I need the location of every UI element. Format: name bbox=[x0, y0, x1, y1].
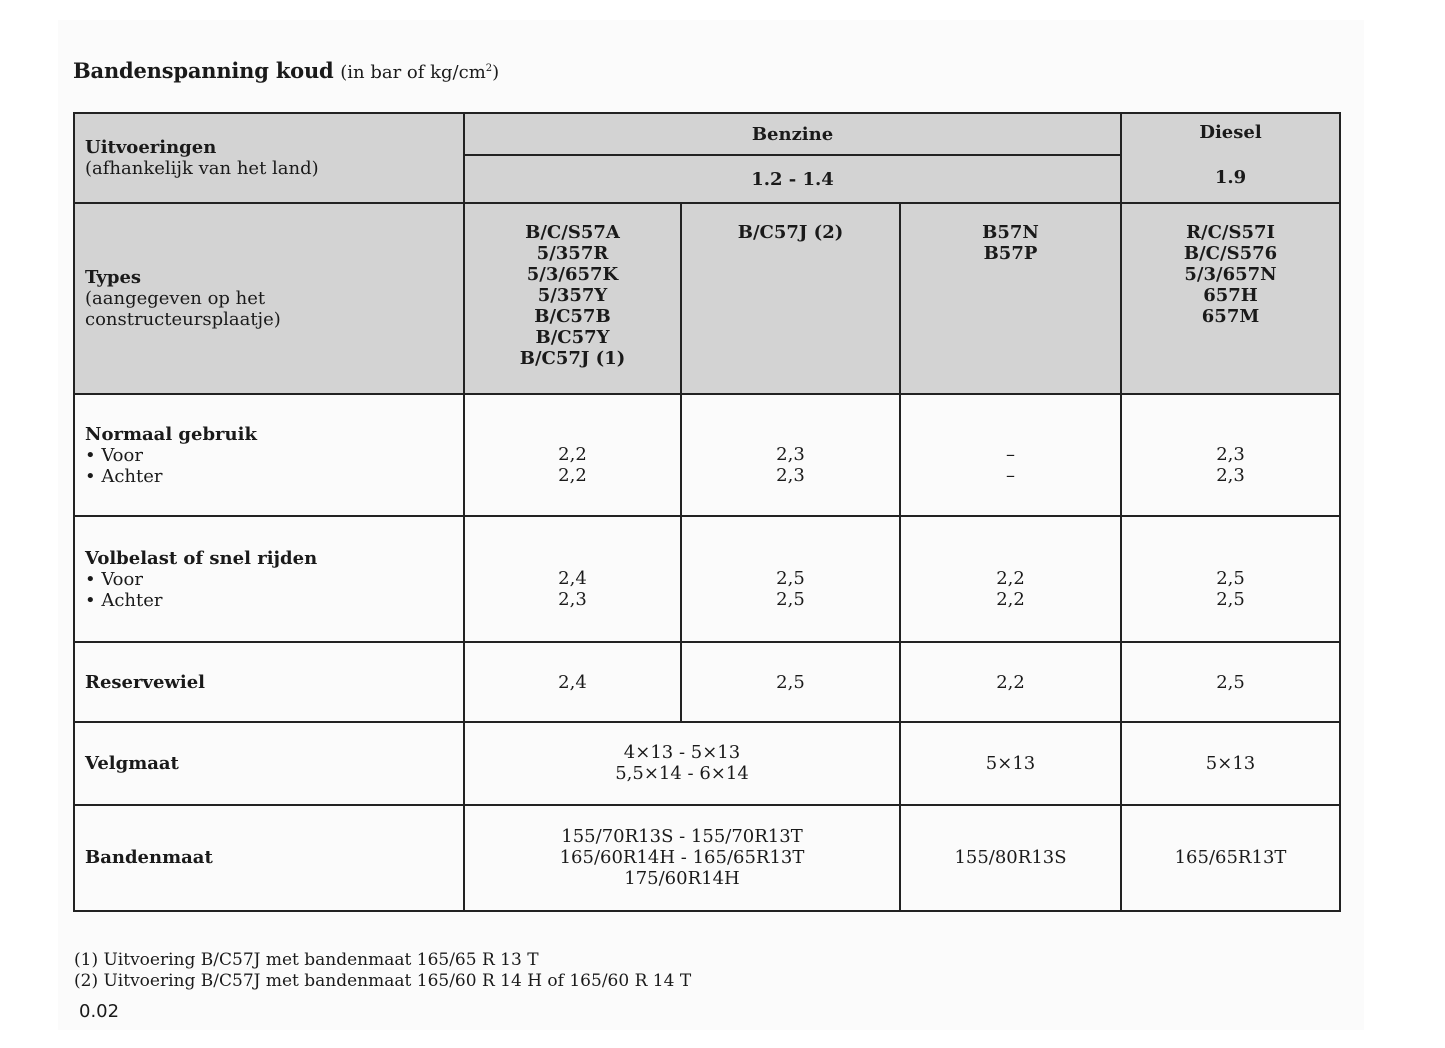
normaal-col-3 bbox=[900, 394, 1121, 516]
row-bandenmaat bbox=[74, 805, 1340, 911]
tire-size: 175/60R14H bbox=[624, 868, 740, 890]
velgmaat-title: Velgmaat bbox=[85, 752, 179, 774]
uitvoeringen-header bbox=[74, 113, 464, 203]
normaal-achter: • Achter bbox=[85, 465, 163, 487]
volbelast-title: Volbelast of snel rijden bbox=[85, 547, 318, 569]
types-col-1 bbox=[464, 203, 681, 394]
type-code: B/C/S576 bbox=[1183, 243, 1278, 265]
bandenmaat-diesel bbox=[1121, 805, 1340, 911]
diesel-engine-label: 1.9 bbox=[1214, 167, 1247, 188]
footnote-1: (1) Uitvoering B/C57J met bandenmaat 165/65 R 13 T bbox=[74, 950, 539, 970]
header-row-fuel bbox=[74, 113, 1340, 155]
type-code: B/C/S57A bbox=[525, 222, 620, 244]
normaal-title: Normaal gebruik bbox=[85, 423, 257, 445]
unit-close: ) bbox=[492, 62, 500, 83]
type-code: B/C57Y bbox=[535, 327, 610, 349]
volbelast-label bbox=[74, 516, 464, 641]
pressure-value: 2,2 bbox=[558, 465, 587, 487]
normaal-voor: • Voor bbox=[85, 444, 143, 466]
title-unit bbox=[340, 62, 499, 83]
velgmaat-benzine bbox=[464, 722, 900, 804]
rim-size: 5,5×14 - 6×14 bbox=[615, 763, 749, 785]
pressure-value: 2,3 bbox=[558, 589, 587, 611]
types-title: Types bbox=[85, 267, 142, 289]
pressure-value: 2,3 bbox=[776, 444, 805, 466]
volbelast-col-4 bbox=[1121, 516, 1340, 641]
rim-size: 5×13 bbox=[1205, 752, 1256, 774]
pressure-value: 2,3 bbox=[1216, 465, 1245, 487]
uitvoeringen-title: Uitvoeringen bbox=[85, 137, 217, 159]
type-code: B/C57B bbox=[534, 306, 611, 328]
volbelast-col-1 bbox=[464, 516, 681, 641]
velgmaat-label bbox=[74, 722, 464, 804]
types-col-3 bbox=[900, 203, 1121, 394]
type-code: B/C57J (2) bbox=[737, 222, 844, 244]
normaal-col-2 bbox=[681, 394, 900, 516]
pressure-value: 2,3 bbox=[776, 465, 805, 487]
diesel-label: Diesel bbox=[1199, 122, 1262, 143]
velgmaat-b57 bbox=[900, 722, 1121, 804]
bandenmaat-title: Bandenmaat bbox=[85, 847, 213, 869]
title-text: Bandenspanning koud bbox=[73, 58, 334, 83]
type-code: B/C57J (1) bbox=[519, 348, 626, 370]
footnotes bbox=[74, 950, 691, 992]
normaal-col-1 bbox=[464, 394, 681, 516]
bandenmaat-b57 bbox=[900, 805, 1121, 911]
types-header bbox=[74, 203, 464, 394]
row-reservewiel bbox=[74, 642, 1340, 722]
pressure-value: 2,2 bbox=[996, 568, 1025, 590]
tire-size: 165/60R14H - 165/65R13T bbox=[559, 847, 805, 869]
pressure-value: 2,5 bbox=[776, 568, 805, 590]
pressure-value: 2,4 bbox=[558, 568, 587, 590]
bandenmaat-benzine bbox=[464, 805, 900, 911]
pressure-value: 2,5 bbox=[776, 671, 805, 693]
reservewiel-col-1 bbox=[464, 642, 681, 722]
volbelast-voor: • Voor bbox=[85, 568, 143, 590]
pressure-value: 2,4 bbox=[558, 671, 587, 693]
pressure-value: 2,5 bbox=[1216, 568, 1245, 590]
uitvoeringen-subtitle: (afhankelijk van het land) bbox=[85, 158, 319, 180]
pressure-value: – bbox=[1006, 444, 1015, 466]
pressure-value: 2,3 bbox=[1216, 444, 1245, 466]
benzine-header bbox=[464, 113, 1121, 155]
type-code: 5/357R bbox=[536, 243, 609, 265]
tire-size: 165/65R13T bbox=[1174, 847, 1287, 869]
reservewiel-title: Reservewiel bbox=[85, 671, 206, 693]
benzine-engine-label: 1.2 - 1.4 bbox=[751, 168, 834, 190]
volbelast-achter: • Achter bbox=[85, 589, 163, 611]
type-code: 5/357Y bbox=[537, 285, 608, 307]
unit-superscript: 2 bbox=[485, 63, 493, 74]
normaal-col-4 bbox=[1121, 394, 1340, 516]
types-row bbox=[74, 203, 1340, 394]
normaal-label bbox=[74, 394, 464, 516]
type-code: 5/3/657N bbox=[1184, 264, 1277, 286]
page-title bbox=[73, 58, 499, 83]
rim-size: 4×13 - 5×13 bbox=[623, 742, 741, 764]
reservewiel-col-3 bbox=[900, 642, 1121, 722]
pressure-value: 2,2 bbox=[996, 671, 1025, 693]
pressure-value: – bbox=[1006, 465, 1015, 487]
types-col-2 bbox=[681, 203, 900, 394]
type-code: B57P bbox=[983, 243, 1038, 265]
type-code: B57N bbox=[982, 222, 1039, 244]
row-normaal-gebruik bbox=[74, 394, 1340, 516]
type-code: 5/3/657K bbox=[526, 264, 619, 286]
type-code: 657H bbox=[1203, 285, 1258, 307]
volbelast-col-2 bbox=[681, 516, 900, 641]
unit-text: (in bar of kg/cm bbox=[340, 62, 486, 83]
footnote-2: (2) Uitvoering B/C57J met bandenmaat 165/60 R 14 H of 165/60 R 14 T bbox=[74, 971, 692, 991]
tire-pressure-table bbox=[73, 112, 1341, 912]
page-number: 0.02 bbox=[79, 1001, 120, 1022]
row-volbelast bbox=[74, 516, 1340, 641]
pressure-value: 2,2 bbox=[996, 589, 1025, 611]
type-code: R/C/S57I bbox=[1186, 222, 1275, 244]
pressure-value: 2,5 bbox=[1216, 589, 1245, 611]
rim-size: 5×13 bbox=[985, 752, 1036, 774]
diesel-header bbox=[1121, 113, 1340, 203]
tire-size: 155/70R13S - 155/70R13T bbox=[561, 826, 803, 848]
reservewiel-col-2 bbox=[681, 642, 900, 722]
velgmaat-diesel bbox=[1121, 722, 1340, 804]
bandenmaat-label bbox=[74, 805, 464, 911]
reservewiel-label bbox=[74, 642, 464, 722]
volbelast-col-3 bbox=[900, 516, 1121, 641]
types-subtitle: (aangegeven op het constructeursplaatje) bbox=[85, 288, 281, 331]
tire-size: 155/80R13S bbox=[954, 847, 1067, 869]
pressure-value: 2,2 bbox=[558, 444, 587, 466]
pressure-value: 2,5 bbox=[1216, 671, 1245, 693]
reservewiel-col-4 bbox=[1121, 642, 1340, 722]
benzine-label: Benzine bbox=[751, 123, 834, 145]
row-velgmaat bbox=[74, 722, 1340, 804]
benzine-engine-header bbox=[464, 155, 1121, 203]
type-code: 657M bbox=[1201, 306, 1260, 328]
types-col-4 bbox=[1121, 203, 1340, 394]
pressure-value: 2,5 bbox=[776, 589, 805, 611]
